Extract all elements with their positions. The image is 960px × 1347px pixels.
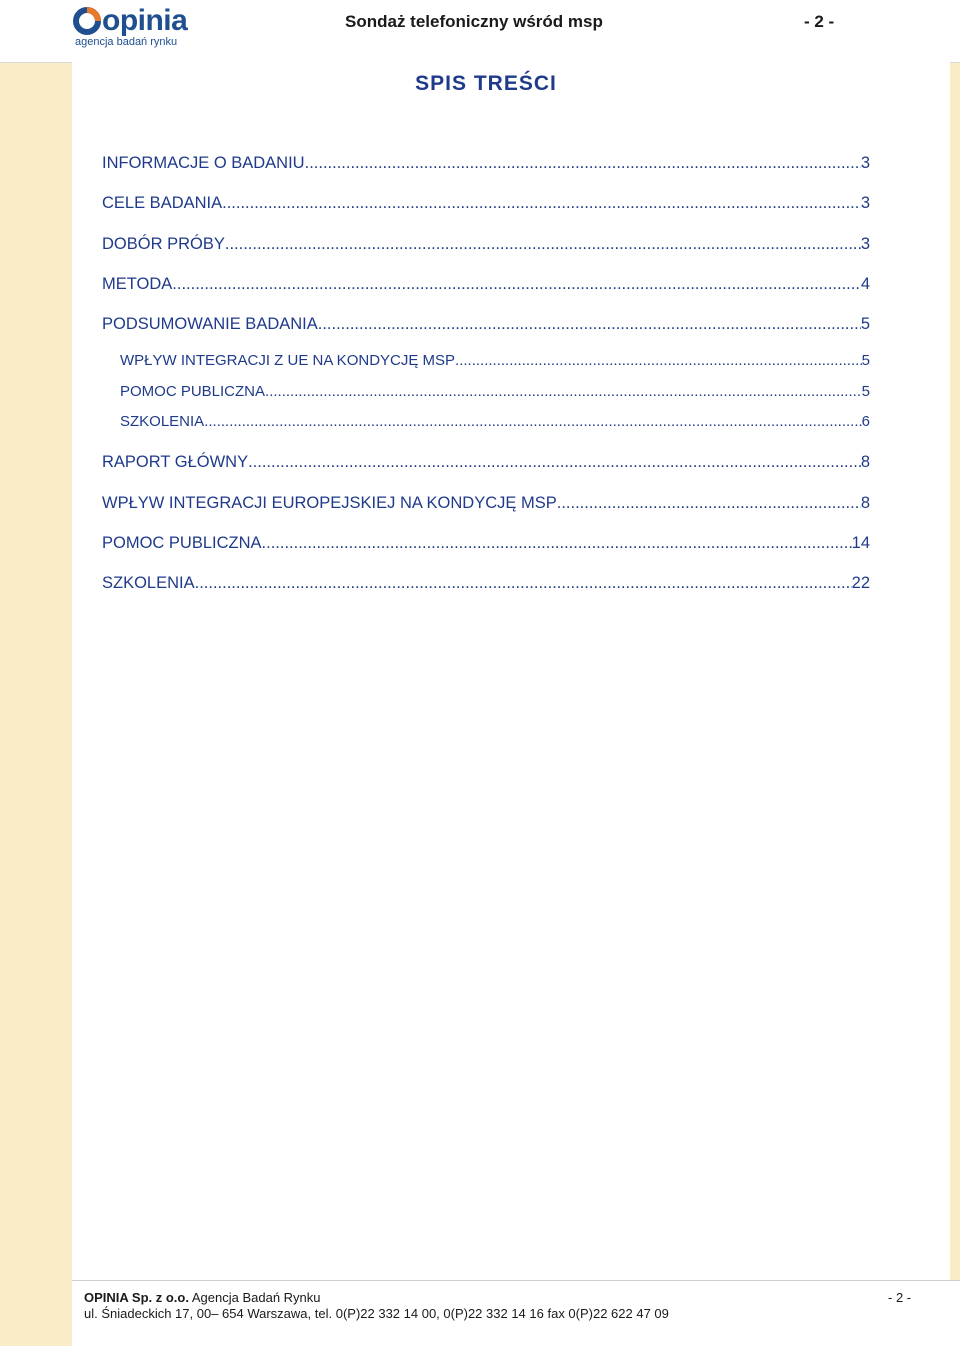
footer-company-name: OPINIA Sp. z o.o. bbox=[84, 1290, 189, 1305]
page-body bbox=[72, 62, 950, 1280]
left-decorative-band bbox=[0, 62, 72, 1280]
toc-entry-page: 8 bbox=[860, 453, 870, 472]
footer-page-number: - 2 - bbox=[888, 1290, 912, 1305]
toc-entry-page: 3 bbox=[860, 234, 870, 253]
toc-entry-label: DOBÓR PRÓBY bbox=[102, 234, 225, 253]
toc-leader-dots bbox=[204, 413, 861, 430]
toc-leader-dots bbox=[222, 194, 861, 213]
toc-entry[interactable] bbox=[102, 453, 870, 493]
toc-entry[interactable] bbox=[102, 534, 870, 574]
toc-entry[interactable] bbox=[102, 194, 870, 234]
toc-leader-dots bbox=[557, 494, 861, 513]
toc-entry-page: 22 bbox=[851, 574, 870, 593]
toc-entry[interactable] bbox=[102, 494, 870, 534]
toc-entry-page: 14 bbox=[851, 534, 870, 553]
toc-leader-dots bbox=[172, 275, 861, 294]
toc-entry-label: CELE BADANIA bbox=[102, 194, 223, 213]
page-footer bbox=[72, 1280, 960, 1347]
toc-entry-label: METODA bbox=[102, 274, 173, 293]
toc-leader-dots bbox=[265, 383, 862, 400]
toc-heading: SPIS TREŚCI bbox=[415, 72, 557, 95]
header-page-number: - 2 - bbox=[804, 12, 835, 31]
toc-subentry-page: 5 bbox=[861, 382, 870, 400]
toc-entry-page: 4 bbox=[860, 274, 870, 293]
toc-subentry-label: POMOC PUBLICZNA bbox=[120, 382, 266, 400]
toc-entry[interactable] bbox=[102, 574, 870, 614]
toc-subentry-page: 5 bbox=[861, 352, 870, 370]
toc-entry-page: 3 bbox=[860, 154, 870, 172]
logo-subtitle: agencja badań rynku bbox=[75, 36, 178, 48]
toc-leader-dots bbox=[248, 453, 861, 472]
table-of-contents bbox=[102, 154, 870, 615]
toc-subentry[interactable] bbox=[102, 352, 870, 383]
toc-entry[interactable] bbox=[102, 275, 870, 315]
page-header bbox=[0, 0, 960, 63]
footer-address: ul. Śniadeckich 17, 00– 654 Warszawa, tel. 0(P)22 332 14 00, 0(P)22 332 14 16 fax 0(P)22 622 47 09 bbox=[84, 1306, 669, 1321]
toc-entry-page: 8 bbox=[860, 493, 870, 512]
logo-word: opinia bbox=[102, 4, 188, 37]
toc-entry-label: PODSUMOWANIE BADANIA bbox=[102, 315, 318, 334]
toc-entry[interactable] bbox=[102, 235, 870, 275]
toc-subentry[interactable] bbox=[102, 383, 870, 414]
toc-entry-page: 3 bbox=[860, 194, 870, 213]
toc-leader-dots bbox=[318, 315, 861, 334]
left-decorative-band-bottom bbox=[0, 1280, 72, 1346]
right-decorative-band bbox=[950, 62, 960, 1346]
toc-subentry[interactable] bbox=[102, 413, 870, 453]
toc-entry-label: POMOC PUBLICZNA bbox=[102, 534, 262, 553]
header-title: Sondaż telefoniczny wśród msp bbox=[345, 12, 603, 31]
logo-ring-icon bbox=[72, 6, 102, 36]
toc-entry-label: SZKOLENIA bbox=[102, 574, 195, 593]
toc-leader-dots bbox=[195, 574, 852, 593]
toc-entry-page: 5 bbox=[860, 315, 870, 334]
toc-entry[interactable] bbox=[102, 154, 870, 194]
footer-company bbox=[84, 1290, 321, 1305]
toc-entry[interactable] bbox=[102, 315, 870, 355]
toc-leader-dots bbox=[455, 352, 862, 369]
toc-subentry-label: SZKOLENIA bbox=[120, 413, 205, 431]
toc-entry-label: WPŁYW INTEGRACJI EUROPEJSKIEJ NA KONDYCJĘ MSP bbox=[102, 493, 557, 512]
toc-leader-dots bbox=[262, 534, 852, 553]
toc-entry-label: INFORMACJE O BADANIU bbox=[102, 154, 305, 172]
toc-subentry-page: 6 bbox=[861, 413, 870, 431]
toc-subentry-label: WPŁYW INTEGRACJI Z UE NA KONDYCJĘ MSP bbox=[120, 352, 456, 370]
footer-company-desc: Agencja Badań Rynku bbox=[191, 1290, 321, 1305]
toc-entry-label: RAPORT GŁÓWNY bbox=[102, 453, 249, 472]
toc-leader-dots bbox=[305, 154, 861, 173]
opinia-logo bbox=[72, 4, 187, 50]
toc-leader-dots bbox=[225, 235, 861, 254]
